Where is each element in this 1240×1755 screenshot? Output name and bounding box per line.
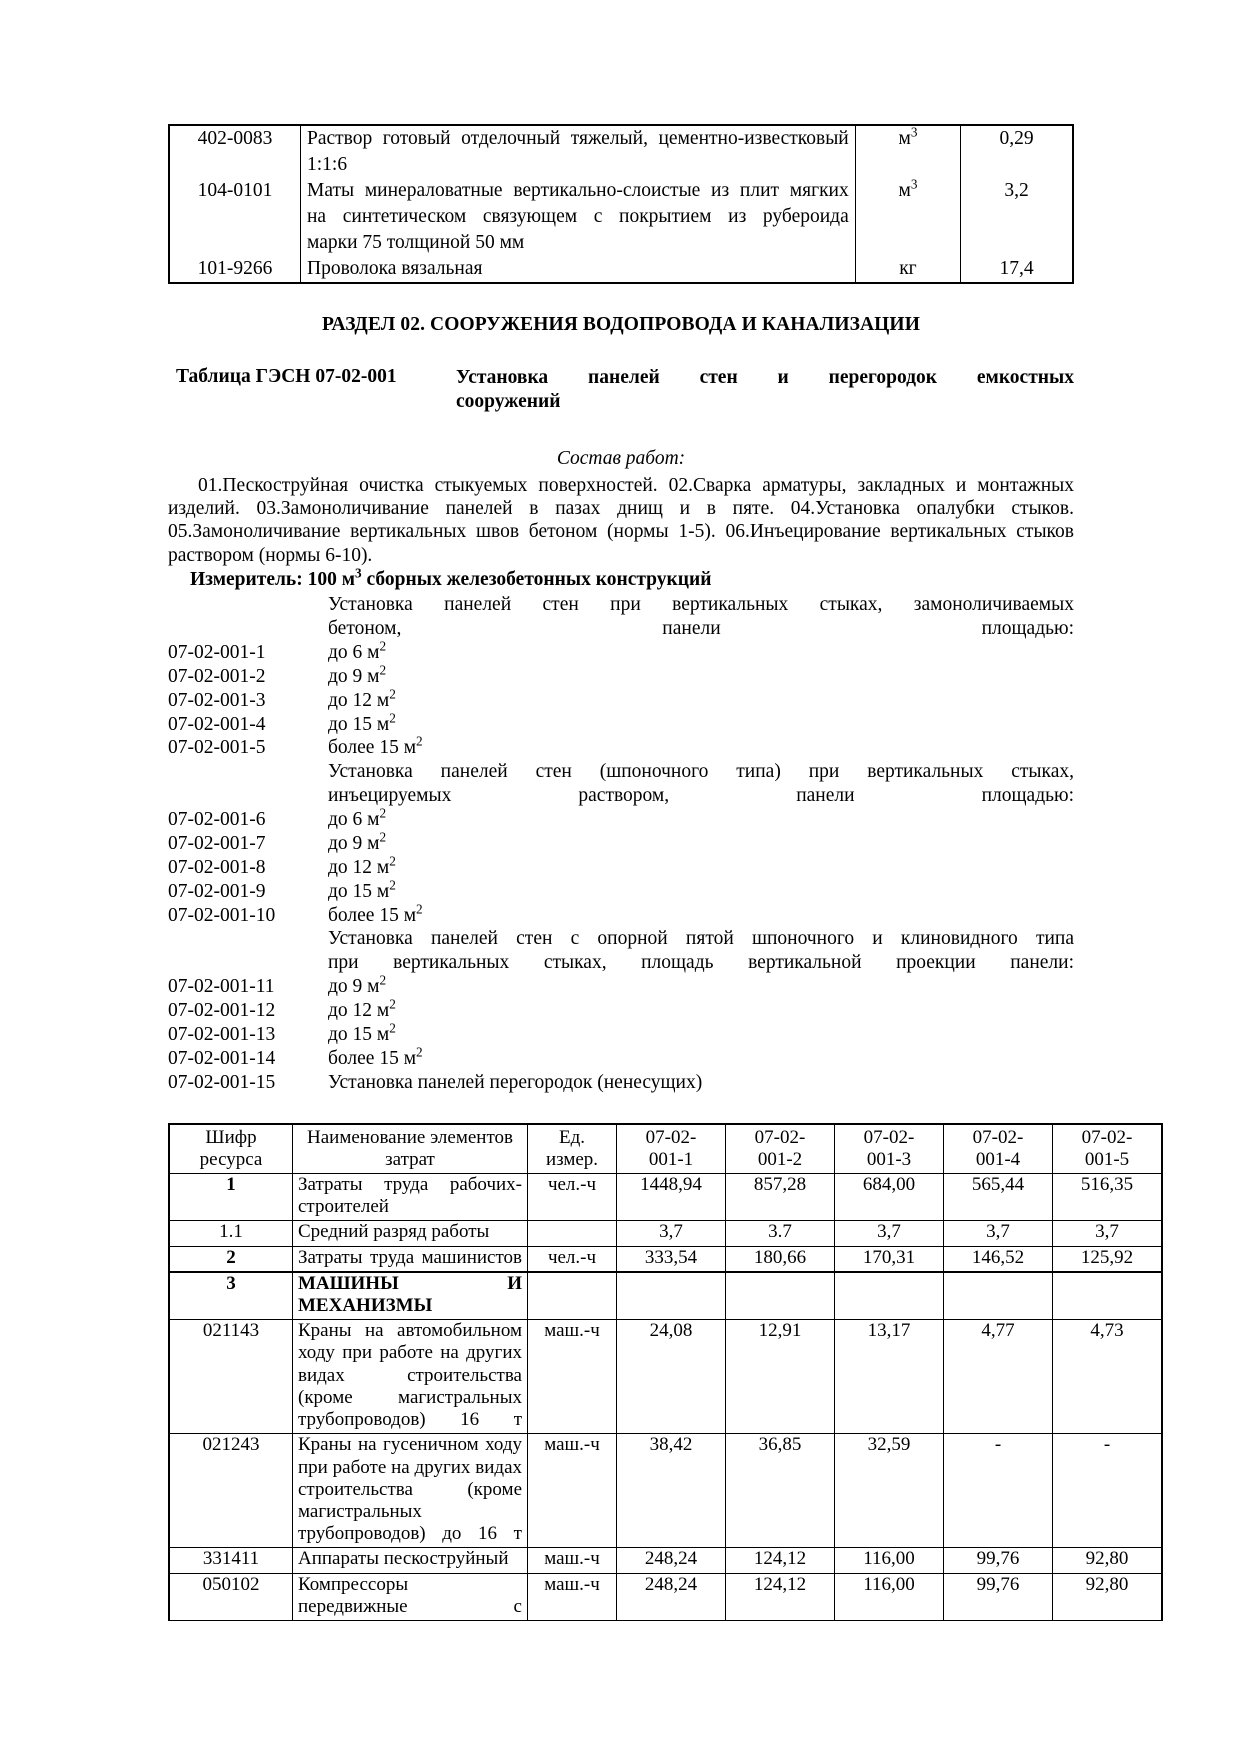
header-cell-norm-4: 07-02- 001-4 — [944, 1124, 1053, 1174]
resource-value-cell: 13,17 — [835, 1320, 944, 1434]
page-content — [168, 124, 1134, 1621]
resource-value-cell: 32,59 — [835, 1434, 944, 1548]
resource-value-cell: 565,44 — [944, 1173, 1053, 1220]
work-composition-heading: Состав работ: — [556, 447, 686, 469]
norms-list — [168, 593, 1074, 1094]
header-cell-norm-1: 07-02- 001-1 — [617, 1124, 726, 1174]
resource-code-cell: 050102 — [169, 1573, 293, 1620]
norm-group-line-2: бетоном, панели площадью: — [328, 618, 1074, 639]
gesn-title-line-1: Установка панелей стен и перегородок емкостных — [456, 367, 1074, 388]
norm-description — [328, 710, 1074, 737]
resource-value-cell: 24,08 — [617, 1320, 726, 1434]
table-row — [169, 256, 1073, 283]
resource-name-cell: Затраты труда рабочих-строителей — [293, 1173, 528, 1220]
resource-name-cell: Краны на автомобильном ходу при работе на других видах строительства (кроме магистральных трубопроводов) 16 т — [293, 1320, 528, 1434]
cell-name-line2: 1:1:6 — [301, 152, 856, 178]
norm-item — [168, 877, 1074, 904]
resource-table-row — [169, 1573, 1162, 1620]
norm-item — [168, 829, 1074, 856]
norm-area-superscript: 2 — [379, 638, 387, 654]
norm-item — [168, 805, 1074, 832]
norm-group-line-2: инъецируемых раствором, панели площадью: — [328, 785, 1074, 807]
unit-superscript: 3 — [910, 176, 918, 192]
norm-area-superscript: 2 — [379, 662, 387, 678]
resource-code-cell: 1 — [169, 1173, 293, 1220]
norm-description-text: до 12 м — [328, 689, 390, 711]
resource-table — [168, 1123, 1163, 1622]
norm-group-header — [168, 760, 1074, 808]
norm-code: 07-02-001-11 — [168, 976, 275, 998]
norm-code: 07-02-001-6 — [168, 809, 266, 830]
resource-value-cell — [1053, 1272, 1163, 1320]
norm-description — [328, 972, 1074, 999]
resource-code-cell: 3 — [169, 1272, 293, 1320]
norm-item — [168, 1020, 1074, 1047]
resource-value-cell: 170,31 — [835, 1246, 944, 1272]
norm-area-superscript: 2 — [379, 829, 387, 845]
norm-group-line-1: Установка панелей стен (шпоночного типа) при вертикальных стыках, — [328, 761, 1074, 783]
resource-value-cell: 124,12 — [726, 1548, 835, 1573]
cell-name: Маты минераловатные вертикально-слоистые из плит мягких — [301, 178, 856, 204]
norm-group-line-2: при вертикальных стыках, площадь вертикальной проекции панели: — [328, 952, 1074, 974]
norm-description — [328, 638, 1074, 665]
norm-area-superscript: 2 — [416, 901, 423, 916]
norm-item — [168, 996, 1074, 1023]
resource-value-cell: 4,73 — [1053, 1320, 1163, 1434]
header-cell-norm-2: 07-02- 001-2 — [726, 1124, 835, 1174]
cell-value: 17,4 — [961, 256, 1073, 283]
norm-area-superscript: 2 — [416, 1044, 423, 1060]
resource-code-cell: 331411 — [169, 1548, 293, 1573]
norm-description — [328, 829, 1074, 856]
norm-group-header — [168, 593, 1074, 641]
cell-name: Проволока вязальная — [301, 256, 856, 283]
resource-unit-cell: маш.-ч — [528, 1548, 617, 1573]
resource-value-cell: 1448,94 — [617, 1173, 726, 1220]
header-cell-code: Шифр ресурса — [169, 1124, 293, 1174]
norm-code: 07-02-001-1 — [168, 641, 266, 663]
header-cell-norm-5: 07-02- 001-5 — [1053, 1124, 1163, 1174]
norm-area-superscript: 2 — [389, 1020, 396, 1036]
resource-name-cell: Аппараты пескоструйный — [293, 1548, 528, 1573]
norm-group-header — [168, 927, 1074, 975]
resource-value-cell: 684,00 — [835, 1173, 944, 1220]
resource-code-cell: 1.1 — [169, 1221, 293, 1246]
norm-group-text — [328, 760, 1074, 808]
norm-area-superscript: 2 — [379, 972, 387, 988]
norm-description — [328, 1071, 1074, 1095]
table-row — [169, 125, 1073, 152]
norm-description — [328, 1044, 1074, 1071]
resource-unit-cell: маш.-ч — [528, 1573, 617, 1620]
norm-description-text: более 15 м — [328, 1047, 417, 1069]
norm-area-superscript: 2 — [389, 710, 396, 725]
norm-group-text — [328, 927, 1074, 975]
norm-code: 07-02-001-14 — [168, 1047, 276, 1069]
cell-value: 0,29 — [961, 125, 1073, 178]
resource-value-cell: 125,92 — [1053, 1246, 1163, 1272]
resource-code-cell: 021143 — [169, 1320, 293, 1434]
norm-code: 07-02-001-10 — [168, 904, 276, 926]
resource-value-cell: 12,91 — [726, 1320, 835, 1434]
norm-description — [328, 686, 1074, 713]
norm-description-text: до 12 м — [328, 1000, 390, 1021]
cell-name: Раствор готовый отделочный тяжелый, цементно-известковый — [301, 125, 856, 152]
norm-description-text: до 15 м — [328, 880, 390, 902]
norm-description-text: более 15 м — [328, 904, 417, 926]
resource-table-row — [169, 1548, 1162, 1573]
norm-code: 07-02-001-15 — [168, 1071, 276, 1093]
norm-area-superscript: 2 — [389, 996, 396, 1012]
norm-area-superscript: 2 — [379, 805, 387, 821]
resource-value-cell: 3.7 — [726, 1221, 835, 1246]
resource-value-cell: 4,77 — [944, 1320, 1053, 1434]
resource-value-cell: 248,24 — [617, 1573, 726, 1620]
norm-item — [168, 662, 1074, 689]
resource-value-cell: 248,24 — [617, 1548, 726, 1573]
measure-unit-line — [168, 565, 1074, 591]
resource-value-cell — [617, 1272, 726, 1320]
header-cell-unit: Ед. измер. — [528, 1124, 617, 1174]
norm-code — [168, 760, 328, 808]
resource-value-cell: 116,00 — [835, 1548, 944, 1573]
resource-name-cell: Затраты труда машинистов — [293, 1246, 528, 1272]
norm-description-text: до 6 м — [328, 809, 380, 830]
resource-name-cell: Средний разряд работы — [293, 1221, 528, 1246]
resource-value-cell: 3,7 — [1053, 1221, 1163, 1246]
norm-code: 07-02-001-12 — [168, 1000, 276, 1021]
resource-value-cell: 124,12 — [726, 1573, 835, 1620]
cell-value: 3,2 — [961, 178, 1073, 256]
resource-table-row — [169, 1173, 1162, 1220]
resource-value-cell: - — [1053, 1434, 1163, 1548]
norm-code: 07-02-001-13 — [168, 1023, 276, 1045]
norm-area-superscript: 2 — [389, 877, 396, 893]
norm-description — [328, 853, 1074, 880]
resource-value-cell: 99,76 — [944, 1548, 1053, 1573]
norm-group-line-1: Установка панелей стен при вертикальных стыках, замоноличиваемых — [328, 594, 1074, 616]
norm-description-text: до 6 м — [328, 641, 380, 663]
gesn-title-line-2: сооружений — [456, 390, 561, 412]
norm-description — [328, 662, 1074, 689]
resource-value-cell: 99,76 — [944, 1573, 1053, 1620]
norm-code — [168, 927, 328, 975]
norm-description — [328, 733, 1074, 760]
norm-item — [168, 1044, 1074, 1071]
resource-value-cell: 180,66 — [726, 1246, 835, 1272]
norm-description — [328, 901, 1074, 928]
resource-value-cell: 516,35 — [1053, 1173, 1163, 1220]
resource-value-cell — [726, 1272, 835, 1320]
resource-table-row — [169, 1272, 1162, 1320]
norm-item — [168, 733, 1074, 760]
norm-description — [328, 996, 1074, 1023]
norm-item — [168, 638, 1074, 665]
resource-value-cell: 3,7 — [944, 1221, 1053, 1246]
work-composition-body: 01.Пескоструйная очистка стыкуемых поверхностей. 02.Сварка арматуры, закладных и монтажных изделий. 03.Замоноличивание панелей в пазах днищ и в пяте. 04.Установка опалубки стыков. 05.Замоноличивание вертикальных швов бетоном (нормы 1-5). 06.Инъецирование вертикальных стыков раствором (нормы 6-10). — [168, 474, 1074, 566]
norm-description-text: до 9 м — [328, 832, 380, 854]
cell-unit: кг — [855, 256, 960, 283]
header-cell-name: Наименование элементов затрат — [293, 1124, 528, 1174]
norm-description — [328, 805, 1074, 832]
norm-code: 07-02-001-3 — [168, 689, 266, 711]
resource-code-cell: 2 — [169, 1246, 293, 1272]
header-cell-norm-3: 07-02- 001-3 — [835, 1124, 944, 1174]
section-title: РАЗДЕЛ 02. СООРУЖЕНИЯ ВОДОПРОВОДА И КАНАЛИЗАЦИИ — [322, 314, 920, 335]
norm-description-text: до 15 м — [328, 713, 390, 735]
resource-value-cell: 3,7 — [835, 1221, 944, 1246]
resource-name-cell: Компрессоры передвижные с — [293, 1573, 528, 1620]
norm-code: 07-02-001-4 — [168, 713, 266, 735]
measure-suffix: сборных железобетонных конструкций — [361, 569, 712, 591]
cell-code: 402-0083 — [169, 125, 301, 178]
resource-value-cell: 38,42 — [617, 1434, 726, 1548]
norm-area-superscript: 2 — [416, 733, 423, 749]
resource-value-cell: - — [944, 1434, 1053, 1548]
resource-unit-cell: чел.-ч — [528, 1246, 617, 1272]
resource-value-cell: 3,7 — [617, 1221, 726, 1246]
norm-code: 07-02-001-2 — [168, 665, 266, 687]
norm-item — [168, 901, 1074, 928]
norm-description — [328, 877, 1074, 904]
continuation-resource-table — [168, 124, 1074, 284]
norm-description-text: до 9 м — [328, 976, 380, 998]
resource-table-row — [169, 1246, 1162, 1272]
cell-name-line3: марки 75 толщиной 50 мм — [301, 230, 856, 256]
norm-group-text — [328, 593, 1074, 641]
norm-item — [168, 710, 1074, 737]
norm-item — [168, 686, 1074, 713]
norm-code: 07-02-001-5 — [168, 737, 266, 759]
cell-code: 101-9266 — [169, 256, 301, 283]
cell-code: 104-0101 — [169, 178, 301, 256]
gesn-table-heading — [168, 366, 1074, 414]
norm-description — [328, 1020, 1074, 1047]
norm-item — [168, 853, 1074, 880]
resource-table-row — [169, 1434, 1162, 1548]
measure-superscript: 3 — [355, 565, 362, 581]
norm-group-line-1: Установка панелей стен с опорной пятой шпоночного и клиновидного типа — [328, 928, 1074, 950]
resource-value-cell: 92,80 — [1053, 1573, 1163, 1620]
resource-code-cell: 021243 — [169, 1434, 293, 1548]
norm-description-text: до 9 м — [328, 665, 380, 687]
resource-value-cell: 116,00 — [835, 1573, 944, 1620]
cell-name-line2: на синтетическом связующем с покрытием из рубероида — [301, 204, 856, 230]
norm-code: 07-02-001-8 — [168, 856, 266, 878]
measure-prefix: Измеритель: 100 м — [190, 569, 356, 591]
norm-item — [168, 972, 1074, 999]
resource-value-cell: 146,52 — [944, 1246, 1053, 1272]
resource-table-header-row — [169, 1124, 1162, 1174]
resource-value-cell: 857,28 — [726, 1173, 835, 1220]
resource-value-cell: 36,85 — [726, 1434, 835, 1548]
resource-unit-cell: чел.-ч — [528, 1173, 617, 1220]
norm-description-text: Установка панелей перегородок (ненесущих) — [328, 1071, 703, 1093]
resource-name-cell: МАШИНЫ И МЕХАНИЗМЫ — [293, 1272, 528, 1320]
resource-table-wrap — [168, 1123, 1134, 1622]
resource-table-row — [169, 1320, 1162, 1434]
resource-unit-cell: маш.-ч — [528, 1434, 617, 1548]
norm-description-text: до 15 м — [328, 1023, 390, 1045]
resource-unit-cell — [528, 1272, 617, 1320]
norm-description-text: более 15 м — [328, 737, 417, 759]
unit-superscript: 3 — [910, 124, 918, 140]
norm-code — [168, 593, 328, 641]
resource-table-row — [169, 1221, 1162, 1246]
resource-value-cell: 92,80 — [1053, 1548, 1163, 1573]
resource-name-cell: Краны на гусеничном ходу при работе на других видах строительства (кроме магистральных трубопроводов) до 16 т — [293, 1434, 528, 1548]
norm-item — [168, 1071, 1074, 1095]
gesn-table-title — [456, 366, 1074, 414]
norm-area-superscript: 2 — [389, 853, 396, 869]
resource-unit-cell — [528, 1221, 617, 1246]
gesn-table-number: Таблица ГЭСН 07-02-001 — [176, 366, 397, 387]
cell-unit: $м^3$ — [855, 125, 960, 178]
resource-value-cell — [835, 1272, 944, 1320]
resource-unit-cell: маш.-ч — [528, 1320, 617, 1434]
table-row — [169, 178, 1073, 204]
cell-unit: $м^3$ — [855, 178, 960, 256]
norm-code: 07-02-001-7 — [168, 832, 266, 854]
resource-value-cell — [944, 1272, 1053, 1320]
norm-area-superscript: 2 — [389, 686, 396, 702]
norm-description-text: до 12 м — [328, 856, 390, 878]
norm-code: 07-02-001-9 — [168, 880, 266, 902]
resource-value-cell: 333,54 — [617, 1246, 726, 1272]
